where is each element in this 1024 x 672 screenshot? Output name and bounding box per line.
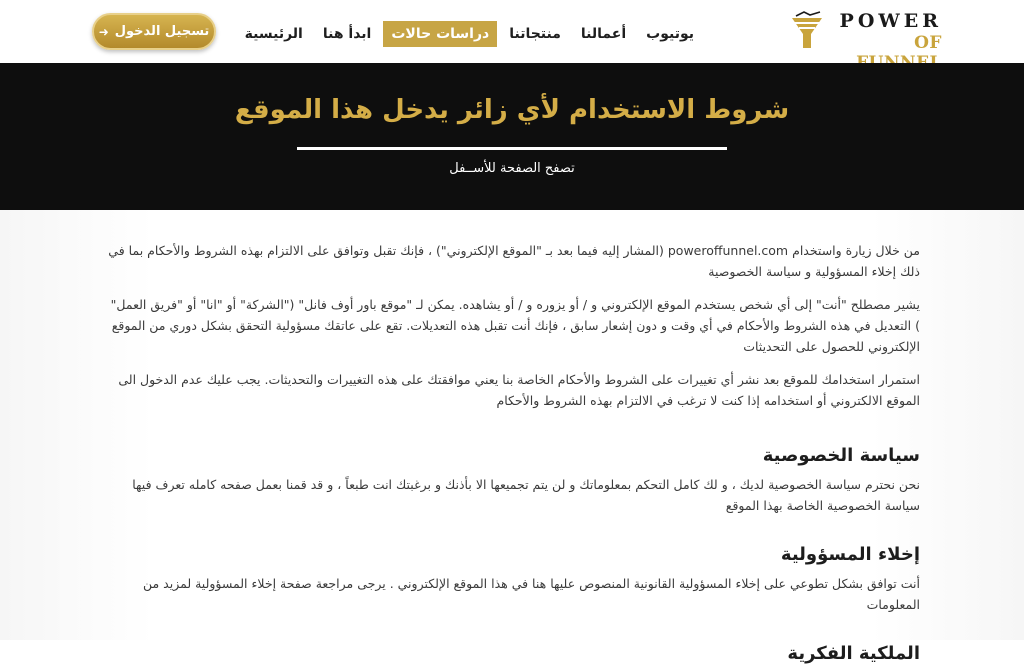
logo-text-of-funnel: OF: [914, 33, 942, 53]
privacy-paragraph: نحن نحترم سياسة الخصوصية لديك ، و لك كامل التحكم بمعلوماتك و لن يتم تجميعها الا بأذنك و برغبتك انت طبعاً ، و قد قمنا بعمل صفحه كامله تعرف فيها سياسة الخصوصية الخاصة بهذا الموقع: [132, 477, 920, 513]
funnel-icon: [790, 12, 824, 52]
hero-banner: [0, 63, 1024, 210]
terms-paragraph-intro: من خلال زيارة واستخدام poweroffunnel.com (المشار إليه فيما بعد بـ "الموقع الإلكتروني") ، فإنك تقبل وتوافق على الالتزام بهذه الشروط والأحكام بما في ذلك إخلاء المسؤولية و سياسة الخصوصية: [108, 243, 920, 279]
nav-item-our-work[interactable]: أعمالنا: [580, 25, 627, 42]
privacy-heading: سياسة الخصوصية: [762, 445, 920, 466]
terms-content: [104, 240, 920, 672]
nav-item-youtube[interactable]: يوتيوب: [646, 25, 694, 42]
login-arrow-icon: ➜: [98, 24, 109, 39]
login-button-label: تسجيل الدخول: [114, 24, 210, 39]
terms-paragraph-changes: استمرار استخدامك للموقع بعد نشر أي تغييرات على الشروط والأحكام الخاصة بنا يعني موافقتك على هذه التغييرات والتحديثات. يجب عليك عدم الدخول الى الموقع الالكتروني أو استخدامه إذا كنت لا ترغب في الالتزام بهذه الشروط والأحكام: [118, 372, 920, 408]
site-header: [0, 0, 1024, 63]
nav-item-products[interactable]: منتجاتنا: [509, 25, 561, 42]
disclaimer-heading: إخلاء المسؤولية: [780, 544, 920, 565]
terms-paragraph-definition: يشير مصطلح "أنت" إلى أي شخص يستخدم الموقع الإلكتروني و / أو يزوره و / أو يشاهده. يمكن لـ "موقع باور أوف فانل" ("الشركة" أو "انا" أو "فريق العمل" ) التعديل في هذه الشروط والأحكام في أي وقت و دون إشعار سابق ، فإنك أنت تقبل هذه التعديلات. تقع على عاتقك مسؤولية التحقق بشكل دوري من الموقع الإلكتروني للحصول على التحديثات: [110, 297, 920, 354]
main-nav: [237, 18, 702, 49]
intellectual-property-heading: الملكية الفكرية: [787, 643, 920, 664]
scroll-hint: تصفح الصفحة للأســفل: [449, 161, 575, 176]
page-title: شروط الاستخدام لأي زائر يدخل هذا الموقع: [234, 95, 790, 125]
nav-item-start-here[interactable]: ابدأ هنا: [322, 25, 372, 42]
title-divider: [297, 147, 727, 150]
logo-text-power: POWER: [839, 10, 942, 32]
site-logo[interactable]: [790, 8, 942, 56]
nav-item-case-studies[interactable]: دراسات حالات: [383, 21, 497, 47]
nav-item-home[interactable]: الرئيسية: [244, 25, 303, 42]
login-button[interactable]: [92, 13, 216, 50]
disclaimer-paragraph: أنت توافق بشكل تطوعي على إخلاء المسؤولية القانونية المنصوص عليها هنا في هذا الموقع الإلكتروني . يرجى مراجعة صفحة إخلاء المسؤولية لمزيد من المعلومات: [142, 576, 920, 612]
